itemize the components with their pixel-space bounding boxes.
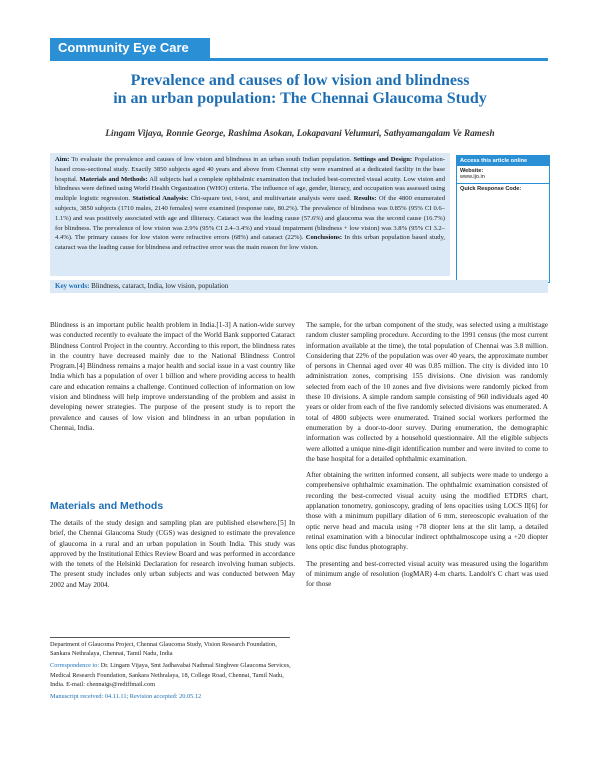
- conclusions-text: In this urban population based study, cataract was the leading cause for blindness and refractive error was the main reason for low vision.: [55, 234, 445, 252]
- qr-label: Quick Response Code:: [460, 186, 522, 192]
- article-title-line-1: Prevalence and causes of low vision and blindness: [130, 72, 470, 89]
- results-label: Results:: [353, 195, 377, 203]
- correspondence-text: Dr. Lingam Vijaya, Smt Jadhavabai Nathmal Singhvee Glaucoma Services, Medical Research Foundation, Sankara Nethralaya, 18, College Road, Chennai, Tamil Nadu, India. E-mail: chennaigs@rediffmail.com: [50, 662, 291, 688]
- methods-heading: Materials and Methods: [50, 500, 164, 512]
- methods-text: All subjects had a complete ophthalmic examination that included best-corrected visual acuity. Low vision and blindness were defined using World Health Organization (WHO) criteria. The influence of age, gender, literacy, and occupation was assessed using multiple logistic regression.: [55, 175, 446, 203]
- footnote-rule: [50, 637, 290, 638]
- methods-paragraph: The details of the study design and sampling plan are published elsewhere.[5] In brief, the Chennai Glaucoma Study (CGS) was designed to estimate the prevalence of glaucoma in a rural and an urban population in South India. This study was approved by the Institutional Ethics Review Board and was performed in accordance with the tenets of the Helsinki Declaration for research involving human subjects. The present study includes only urban subjects and was conducted between May 2002 and May 2004.: [50, 519, 295, 589]
- left-column-intro: [50, 320, 295, 439]
- access-heading: Access this article online: [457, 156, 549, 166]
- correspondence: [50, 661, 295, 689]
- manuscript-dates: Manuscript received: 04.11.11; Revision accepted: 20.05.12: [50, 693, 202, 701]
- conclusions-label: Conclusions:: [305, 234, 343, 242]
- stats-text: Chi-square test, t-test, and multivariate analysis were used.: [190, 195, 352, 203]
- left-column-methods: [50, 518, 295, 596]
- keywords: [55, 282, 228, 291]
- aim-label: Aim:: [55, 156, 70, 163]
- intro-paragraph: Blindness is an important public health problem in India.[1-3] A nation-wide survey was conducted recently to evaluate the impact of the World Bank supported Cataract Blindness Control Project in the country. According to this report, the blindness rates in the country have decreased mainly due to the National Blindness Control Program.[4] Blindness remains a major health and social issue in a vast country like India which has a population of over 1 billion and where providing access to health care and education remains a challenge. Continued collection of information on low vision and blindness will help improve understanding of the problem and assist in developing newer strategies. The purpose of the present study is to report the prevalence and causes of low vision and blindness in an urban population in Chennai, India.: [50, 321, 295, 432]
- section-label: Community Eye Care: [50, 38, 210, 58]
- article-title-line-2: in an urban population: The Chennai Glaucoma Study: [113, 90, 487, 107]
- acuity-paragraph: The presenting and best-corrected visual acuity was measured using the logarithm of minimum angle of resolution (logMAR) 4-m charts. Landolt's C chart was used for those: [306, 559, 548, 589]
- settings-label: Settings and Design:: [353, 156, 413, 163]
- qr-code-image: [473, 196, 533, 256]
- methods-label: Materials and Methods:: [79, 175, 148, 183]
- author-list: Lingam Vijaya, Ronnie George, Rashima Asokan, Lokapavani Velumuri, Sathyamangalam Ve Ramesh: [105, 128, 495, 138]
- footnote: [50, 640, 295, 704]
- stats-label: Statistical Analysis:: [132, 195, 189, 203]
- sampling-paragraph: The sample, for the urban component of the study, was selected using a multistage random cluster sampling procedure. According to the 1991 census (the most current information available at the time), the total population of Chennai was 3.8 million. Considering that 22% of the population was over 40 years, the approximate number of persons in Chennai aged over 40 was 0.85 million. The city is divided into 10 administration zones, comprising 155 divisions. One division was randomly selected from each of the 10 zones and five divisions were randomly picked from these 10 divisions. A simple random sample consisting of 960 individuals aged 40 years or older from each of the five randomly selected divisions was enumerated. A total of 4800 subjects were enumerated. Trained social workers performed the enumeration by a door-to-door survey. During enumeration, the demographic information was collected by a household questionnaire. All the eligible subjects were allotted a unique nine-digit identification number and were invited to come to the base hospital for a detailed ophthalmic examination.: [306, 321, 548, 463]
- affiliation: Department of Glaucoma Project, Chennai Glaucoma Study, Vision Research Foundation, Sankara Nethralaya, Chennai, Tamil Nadu, India: [50, 641, 277, 658]
- website-label: Website:: [460, 168, 484, 174]
- website-link[interactable]: www.ijo.in: [460, 174, 485, 180]
- settings-text: Population-based cross-sectional study. Exactly 3850 subjects aged 40 years and above from Chennai city were examined at a dedicated facility in the base hospital.: [55, 156, 446, 183]
- examination-paragraph: After obtaining the written informed consent, all subjects were made to undergo a comprehensive ophthalmic examination. The ophthalmic examination consisted of recording the best-corrected visual acuity using the modified ETDRS chart, applanation tonometry, gonioscopy, grading of lens opacities using LOCS II[6] for those with a minimum pupillary dilation of 6 mm, stereoscopic evaluation of the optic nerve head and macula using +78 diopter lens at the slit lamp, a detailed retinal examination with a binocular indirect ophthalmoscope using a +20 diopter lens optic disc fundus photography.: [306, 471, 548, 552]
- abstract: [55, 155, 445, 253]
- correspondence-label: Correspondence to:: [50, 662, 100, 670]
- keywords-text: Blindness, cataract, India, low vision, population: [91, 282, 229, 290]
- keywords-label: Key words:: [55, 282, 90, 290]
- results-text: Of the 4800 enumerated subjects, 3850 subjects (1710 males, 2140 females) were examined (response rate, 80.2%). The prevalence of blindness was 0.85% (95% CI 0.6–1.1%) and was positively associated with age and illiteracy. Cataract was the leading cause (57.6%) and glaucoma was the second cause (16.7%) for blindness. The prevalence of low vision was 2.9% (95% CI 2.4–3.4%) and visual impairment (blindness + low vision) was 3.8% (95% CI 3.2–4.4%). The primary causes for low vision were refractive errors (68%) and cataract (22%).: [55, 195, 446, 242]
- access-online-box: [456, 155, 550, 283]
- header-rule: [50, 58, 548, 61]
- aim-text: To evaluate the prevalence and causes of low vision and blindness in an urban south Indian population.: [71, 156, 352, 163]
- right-column: [306, 320, 548, 595]
